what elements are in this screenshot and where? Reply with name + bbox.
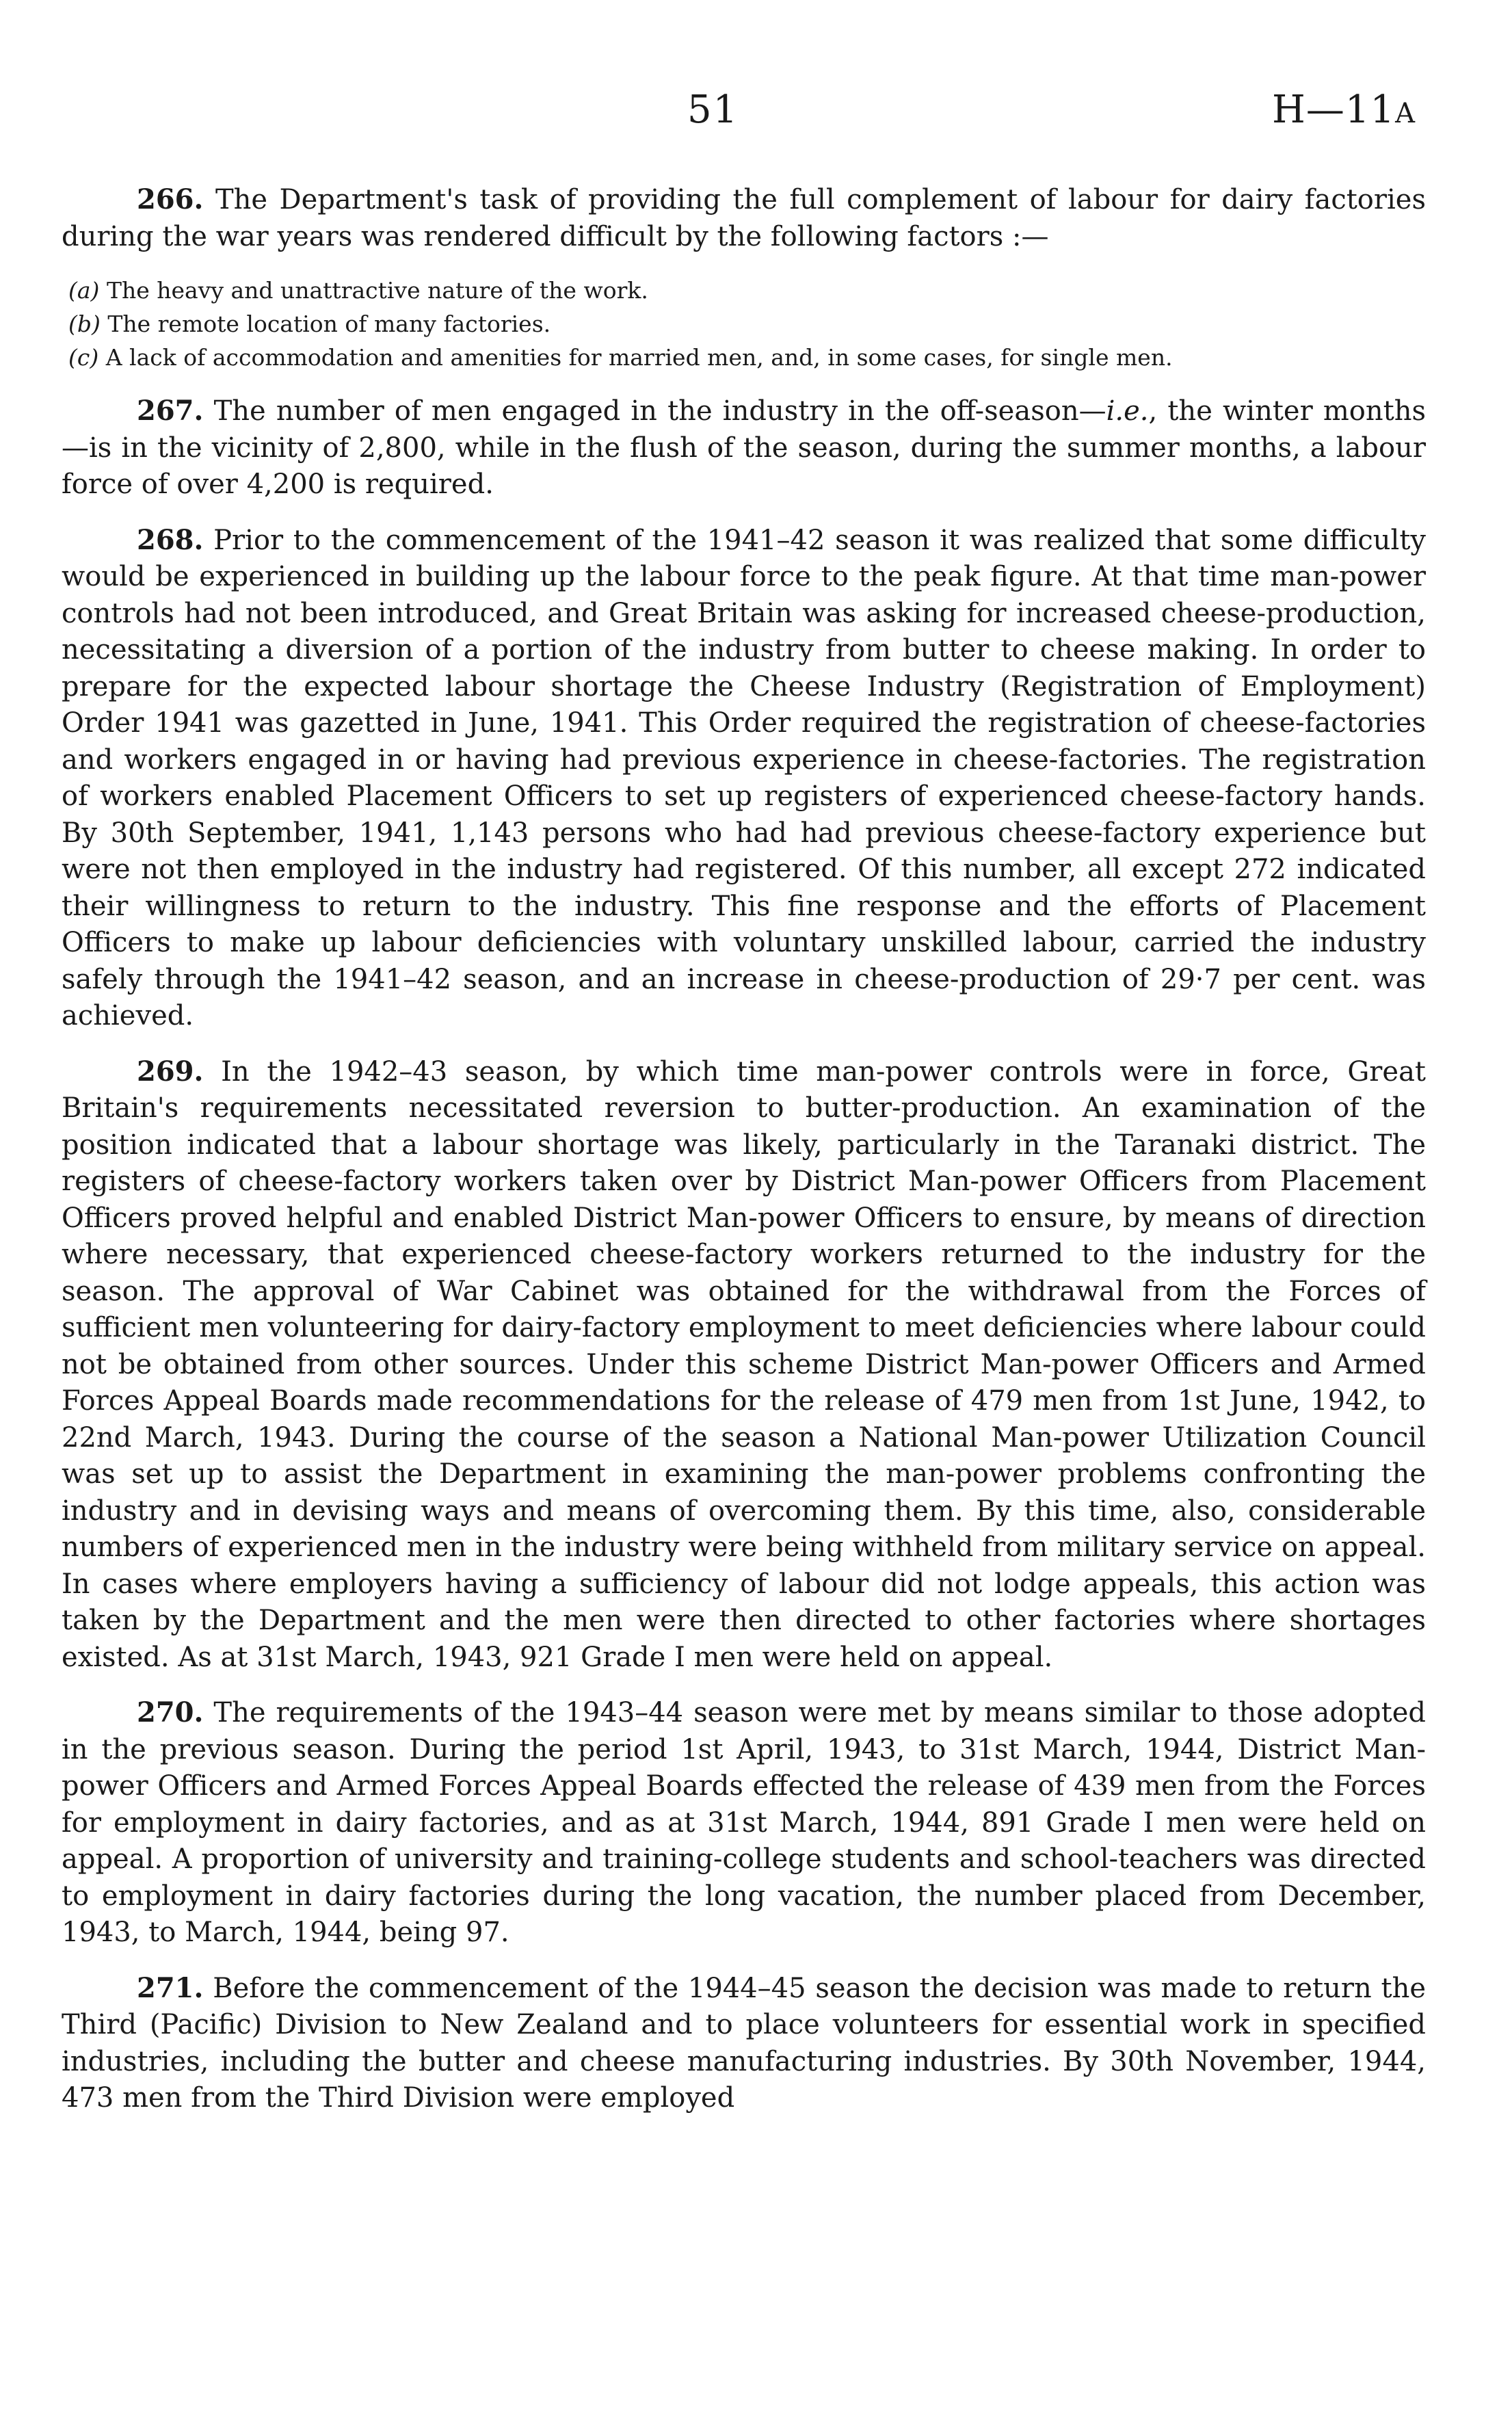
paragraph-266 (62, 181, 1426, 255)
report-code-main: H—11 (1272, 88, 1396, 132)
paragraph-number: 269. (137, 1055, 204, 1088)
list-item-text: The remote location of many factories. (107, 311, 551, 337)
paragraph-text: In the 1942–43 season, by which time man-power controls were in force, Great Britain's requirements necessitated reversion to butter-production. An examination of the position indicated that a labour shortage was likely, particularly in the Taranaki district. The registers of cheese-factory workers taken over by District Man-power Officers from Placement Officers proved helpful and enabled District Man-power Officers to ensure, by means of direction where necessary, that experienced cheese-factory workers returned to the industry for the season. The approval of War Cabinet was obtained for the withdrawal from the Forces of sufficient men volunteering for dairy-factory employment to meet deficiencies where labour could not be obtained from other sources. Under this scheme District Man-power Officers and Armed Forces Appeal Boards made recommendations for the release of 479 men from 1st June, 1942, to 22nd March, 1943. During the course of the season a National Man-power Utilization Council was set up to assist the Department in examining the man-power problems confronting the industry and in devising ways and means of overcoming them. By this time, also, considerable numbers of experienced men in the industry were being withheld from military service on appeal. In cases where employers having a sufficiency of labour did not lodge appeals, this action was taken by the Department and the men were then directed to other factories where shortages existed. As at 31st March, 1943, 921 Grade I men were held on appeal. (62, 1055, 1426, 1673)
list-item (62, 274, 1426, 307)
list-item-label: (c) (68, 344, 99, 371)
paragraph-number: 267. (137, 395, 204, 427)
list-item-text: The heavy and unattractive nature of the work. (106, 277, 648, 304)
page-header (0, 88, 1512, 135)
paragraph-text: The requirements of the 1943–44 season were met by means similar to those adopted in the previous season. During the period 1st April, 1943, to 31st March, 1944, District Man-power Officers and Armed Forces Appeal Boards effected the release of 439 men from the Forces for employment in dairy factories, and as at 31st March, 1944, 891 Grade I men were held on appeal. A proportion of university and training-college students and school-teachers was directed to employment in dairy factories during the long vacation, the number placed from December, 1943, to March, 1944, being 97. (62, 1697, 1427, 1948)
paragraph-text: The Department's task of providing the full complement of labour for dairy factories during the war years was rendered difficult by the following factors :— (62, 184, 1427, 252)
paragraph-number: 270. (137, 1696, 204, 1729)
list-item (62, 307, 1426, 341)
paragraph-number: 271. (137, 1971, 204, 2004)
paragraph-268 (62, 522, 1426, 1035)
document-body (62, 181, 1426, 2117)
paragraph-number: 266. (137, 183, 204, 215)
paragraph-text-before: The number of men engaged in the industry in the off-season— (213, 395, 1106, 427)
report-code (1272, 88, 1416, 132)
page-number: 51 (687, 88, 739, 132)
paragraph-267 (62, 393, 1426, 503)
paragraph-text-after: , the winter months—is in the vicinity of 2,800, while in the flush of the season, during the summer months, a labour force of over 4,200 is required. (62, 395, 1426, 500)
paragraph-270 (62, 1694, 1426, 1952)
factors-list (62, 274, 1426, 374)
paragraph-269 (62, 1053, 1426, 1677)
list-item-text: A lack of accommodation and amenities for married men, and, in some cases, for single men. (105, 344, 1173, 371)
paragraph-text-ie: i.e. (1106, 395, 1149, 427)
list-item (62, 341, 1426, 374)
paragraph-text: Before the commencement of the 1944–45 season the decision was made to return the Third (Pacific) Division to New Zealand and to place volunteers for essential work in specified industries, including the butter and cheese manufacturing industries. By 30th November, 1944, 473 men from the Third Division were employed (62, 1972, 1426, 2114)
list-item-label: (a) (68, 277, 100, 304)
list-item-label: (b) (68, 311, 101, 337)
paragraph-number: 268. (137, 523, 204, 556)
report-code-suffix: A (1395, 98, 1416, 129)
paragraph-text: Prior to the commencement of the 1941–42 season it was realized that some difficulty would be experienced in building up the labour force to the peak figure. At that time man-power controls had not been introduced, and Great Britain was asking for increased cheese-production, necessitating a diversion of a portion of the industry from butter to cheese making. In order to prepare for the expected labour shortage the Cheese Industry (Registration of Employment) Order 1941 was gazetted in June, 1941. This Order required the registration of cheese-factories and workers engaged in or having had previous experience in cheese-factories. The registration of workers enabled Placement Officers to set up registers of experienced cheese-factory hands. By 30th September, 1941, 1,143 persons who had had previous cheese-factory experience but were not then employed in the industry had registered. Of this number, all except 272 indicated their willingness to return to the industry. This fine response and the efforts of Placement Officers to make up labour deficiencies with voluntary unskilled labour, carried the industry safely through the 1941–42 season, and an increase in cheese-production of 29·7 per cent. was achieved. (62, 524, 1426, 1031)
paragraph-271 (62, 1970, 1426, 2117)
